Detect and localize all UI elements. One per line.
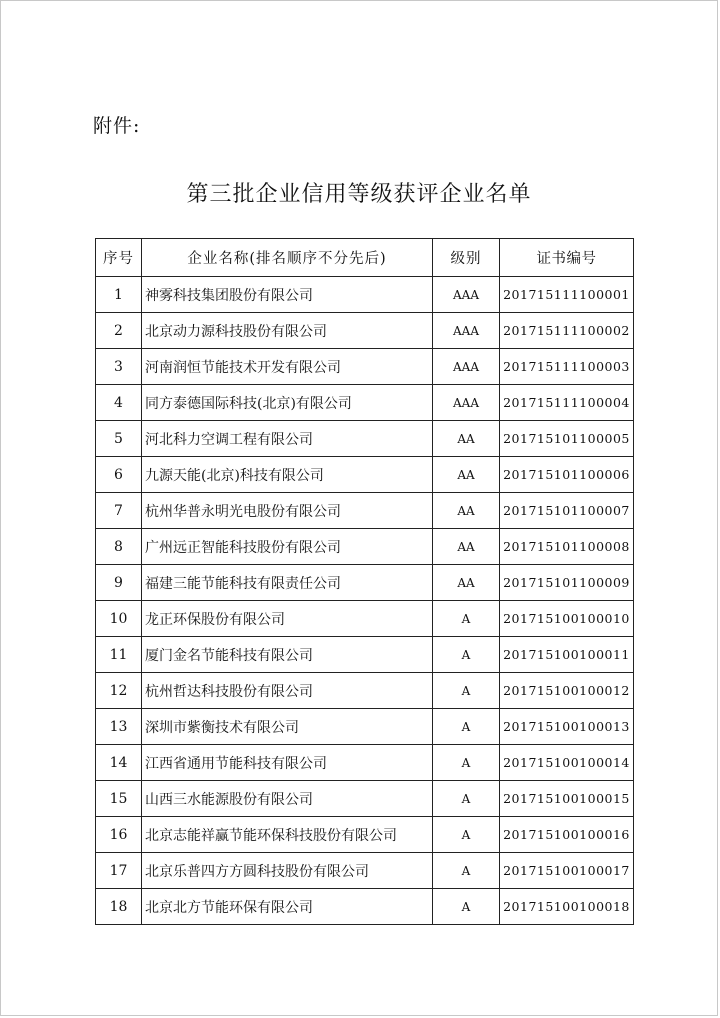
row-number: 17 [96,853,142,889]
table-row [96,457,634,493]
row-number: 2 [96,313,142,349]
row-grade: AA [433,421,500,457]
row-grade: A [433,745,500,781]
table-row [96,349,634,385]
row-number: 18 [96,889,142,925]
row-grade: AAA [433,277,500,313]
table-row [96,853,634,889]
table-row [96,421,634,457]
row-grade: AA [433,457,500,493]
table-row [96,889,634,925]
row-cert-number: 201715100100015 [500,781,634,817]
row-company-name: 九源天能(北京)科技有限公司 [142,457,433,493]
row-cert-number: 201715111100003 [500,349,634,385]
row-cert-number: 201715101100009 [500,565,634,601]
header-company-name: 企业名称(排名顺序不分先后) [142,239,433,277]
row-grade: AAA [433,313,500,349]
row-number: 7 [96,493,142,529]
row-number: 4 [96,385,142,421]
header-cert-number: 证书编号 [500,239,634,277]
table-row [96,709,634,745]
row-company-name: 北京北方节能环保有限公司 [142,889,433,925]
row-number: 3 [96,349,142,385]
row-grade: A [433,637,500,673]
row-company-name: 杭州华普永明光电股份有限公司 [142,493,433,529]
row-cert-number: 201715100100011 [500,637,634,673]
row-cert-number: 201715100100013 [500,709,634,745]
row-company-name: 山西三水能源股份有限公司 [142,781,433,817]
row-number: 5 [96,421,142,457]
row-number: 14 [96,745,142,781]
table-row [96,637,634,673]
table-row [96,385,634,421]
attachment-label: 附件: [93,115,141,137]
row-number: 11 [96,637,142,673]
row-grade: AA [433,565,500,601]
row-grade: AA [433,493,500,529]
table-row [96,817,634,853]
row-cert-number: 201715111100004 [500,385,634,421]
row-company-name: 河北科力空调工程有限公司 [142,421,433,457]
row-company-name: 北京动力源科技股份有限公司 [142,313,433,349]
row-grade: A [433,817,500,853]
row-cert-number: 201715100100017 [500,853,634,889]
row-company-name: 同方泰德国际科技(北京)有限公司 [142,385,433,421]
row-number: 13 [96,709,142,745]
table-row [96,745,634,781]
table-row [96,277,634,313]
row-cert-number: 201715100100014 [500,745,634,781]
row-grade: AA [433,529,500,565]
row-number: 1 [96,277,142,313]
row-cert-number: 201715101100006 [500,457,634,493]
row-grade: A [433,781,500,817]
row-cert-number: 201715100100018 [500,889,634,925]
row-company-name: 河南润恒节能技术开发有限公司 [142,349,433,385]
row-grade: A [433,709,500,745]
company-list-table [95,238,634,925]
row-company-name: 杭州哲达科技股份有限公司 [142,673,433,709]
row-company-name: 福建三能节能科技有限责任公司 [142,565,433,601]
row-grade: A [433,601,500,637]
table-row [96,493,634,529]
header-no: 序号 [96,239,142,277]
row-number: 6 [96,457,142,493]
row-cert-number: 201715100100010 [500,601,634,637]
header-grade: 级别 [433,239,500,277]
row-number: 10 [96,601,142,637]
row-company-name: 深圳市紫衡技术有限公司 [142,709,433,745]
table-row [96,313,634,349]
table-row [96,601,634,637]
row-company-name: 神雾科技集团股份有限公司 [142,277,433,313]
row-company-name: 厦门金名节能科技有限公司 [142,637,433,673]
row-number: 12 [96,673,142,709]
row-cert-number: 201715111100001 [500,277,634,313]
row-company-name: 龙正环保股份有限公司 [142,601,433,637]
row-number: 8 [96,529,142,565]
row-cert-number: 201715100100016 [500,817,634,853]
table-row [96,781,634,817]
table-row [96,529,634,565]
row-number: 15 [96,781,142,817]
row-cert-number: 201715101100007 [500,493,634,529]
row-grade: A [433,889,500,925]
table-row [96,565,634,601]
row-grade: A [433,673,500,709]
row-company-name: 江西省通用节能科技有限公司 [142,745,433,781]
row-number: 16 [96,817,142,853]
table-header-row [96,239,634,277]
page-title: 第三批企业信用等级获评企业名单 [186,182,532,207]
table-row [96,673,634,709]
row-grade: A [433,853,500,889]
row-cert-number: 201715111100002 [500,313,634,349]
row-number: 9 [96,565,142,601]
row-company-name: 广州远正智能科技股份有限公司 [142,529,433,565]
row-cert-number: 201715101100008 [500,529,634,565]
row-cert-number: 201715100100012 [500,673,634,709]
row-grade: AAA [433,349,500,385]
row-company-name: 北京乐普四方方圆科技股份有限公司 [142,853,433,889]
row-grade: AAA [433,385,500,421]
row-cert-number: 201715101100005 [500,421,634,457]
row-company-name: 北京志能祥赢节能环保科技股份有限公司 [142,817,433,853]
